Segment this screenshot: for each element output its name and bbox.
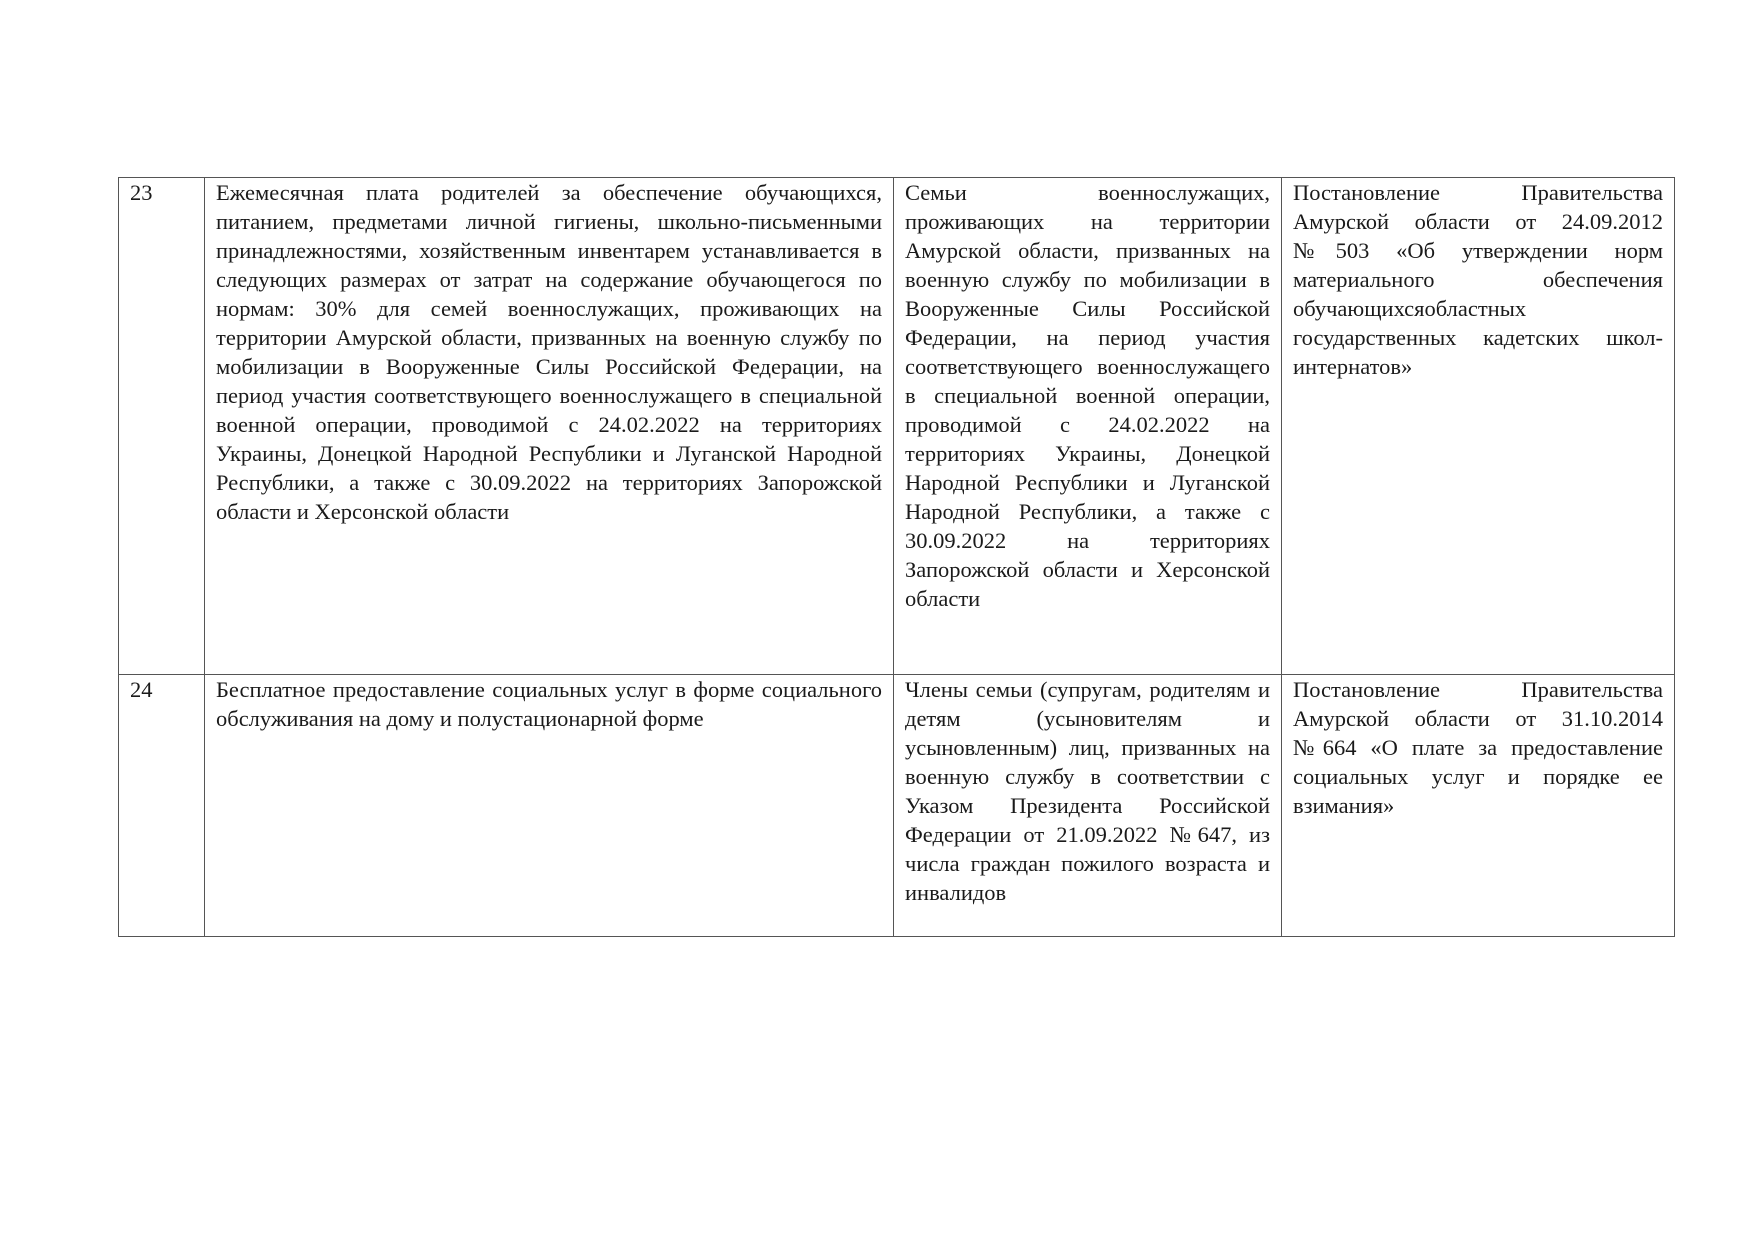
row-number: 23 bbox=[119, 178, 205, 675]
recipients-cell: Члены семьи (супругам, родителям и детям (усыновителям и усыновленным) лиц, призванных на военную службу в соответствии с Указом Президента Российской Федерации от 21.09.2022 №647, из числа граждан пожилого возраста и инвалидов bbox=[894, 675, 1282, 937]
recipients-cell: Семьи военнослужащих, проживающих на территории Амурской области, призванных на военную службу по мобилизации в Вооруженные Силы Российской Федерации, на период участия соответствующего военнослужащего в специальной военной операции, проводимой с 24.02.2022 на территориях Украины, Донецкой Народной Республики и Луганской Народной Республики, а также с 30.09.2022 на территориях Запорожской области и Херсонской области bbox=[894, 178, 1282, 675]
legal-basis-cell: Постановление Правительства Амурской области от 31.10.2014 №664 «О плате за предоставление социальных услуг и порядке ее взимания» bbox=[1282, 675, 1675, 937]
row-number: 24 bbox=[119, 675, 205, 937]
table-row bbox=[119, 178, 1675, 675]
measure-description: Ежемесячная плата родителей за обеспечение обучающихся, питанием, предметами личной гигиены, школьно-письменными принадлежностями, хозяйственным инвентарем устанавливается в следующих размерах от затрат на содержание обучающегося по нормам: 30% для семей военнослужащих, проживающих на территории Амурской области, призванных на военную службу по мобилизации в Вооруженные Силы Российской Федерации, на период участия соответствующего военнослужащего в специальной военной операции, проводимой с 24.02.2022 на территориях Украины, Донецкой Народной Республики и Луганской Народной Республики, а также с 30.09.2022 на территориях Запорожской области и Херсонской области bbox=[205, 178, 894, 675]
measures-table bbox=[118, 177, 1675, 937]
legal-basis-cell: Постановление Правительства Амурской области от 24.09.2012 №503 «Об утверждении норм материального обеспечения обучающихсяобластных государственных кадетских школ-интернатов» bbox=[1282, 178, 1675, 675]
measure-description: Бесплатное предоставление социальных услуг в форме социального обслуживания на дому и полустационарной форме bbox=[205, 675, 894, 937]
table-row bbox=[119, 675, 1675, 937]
